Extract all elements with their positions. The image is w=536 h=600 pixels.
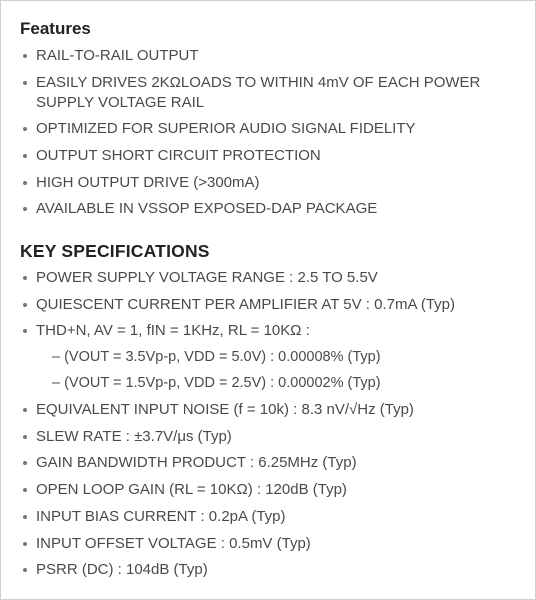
list-item [20,480,455,500]
list-item [20,146,516,166]
bullet-icon [23,81,27,85]
key-specs-heading: KEY SPECIFICATIONS [20,241,210,261]
list-item [20,268,455,288]
bullet-icon [23,435,27,439]
bullet-icon [23,568,27,572]
item-text: EASILY DRIVES 2KΩLOADS TO WITHIN 4mV OF EACH POWER SUPPLY VOLTAGE RAIL [36,73,481,111]
item-text: RAIL-TO-RAIL OUTPUT [36,47,199,64]
list-item [20,453,455,473]
list-item [20,400,455,420]
features-heading: Features [20,19,91,38]
bullet-icon [23,127,27,131]
list-item [20,173,516,193]
item-text: QUIESCENT CURRENT PER AMPLIFIER AT 5V : 0.7mA (Typ) [36,295,455,313]
bullet-icon [23,515,27,519]
bullet-icon [23,207,27,211]
list-item [20,295,455,315]
list-item [20,507,455,527]
bullet-icon [23,276,27,280]
bullet-icon [23,488,27,492]
list-item [20,321,455,393]
item-text: PSRR (DC) : 104dB (Typ) [36,561,208,579]
bullet-icon [23,181,27,185]
item-text: OPTIMIZED FOR SUPERIOR AUDIO SIGNAL FIDELITY [36,120,416,138]
list-item [20,534,455,554]
bullet-icon [23,408,27,412]
bullet-icon [23,303,27,307]
item-text: POWER SUPPLY VOLTAGE RANGE : 2.5 TO 5.5V [36,269,378,286]
item-text: INPUT OFFSET VOLTAGE : 0.5mV (Typ) [36,534,311,552]
list-item [20,46,516,66]
item-text: GAIN BANDWIDTH PRODUCT : 6.25MHz (Typ) [36,454,357,472]
bullet-icon [23,461,27,465]
list-item [20,427,455,447]
thd-sub-item: – (VOUT = 1.5Vp-p, VDD = 2.5V) : 0.00002% (Typ) [52,375,381,392]
item-text: AVAILABLE IN VSSOP EXPOSED-DAP PACKAGE [36,200,378,218]
bullet-icon [23,542,27,546]
bullet-icon [23,329,27,333]
item-text: SLEW RATE : ±3.7V/μs (Typ) [36,427,232,445]
bullet-icon [23,54,27,58]
item-text: OUTPUT SHORT CIRCUIT PROTECTION [36,147,321,165]
item-text: INPUT BIAS CURRENT : 0.2pA (Typ) [36,507,286,525]
list-item [20,199,516,219]
list-item [20,73,516,113]
features-list [20,46,516,226]
item-text: THD+N, AV = 1, fIN = 1KHz, RL = 10KΩ : [36,322,310,340]
key-specs-list [20,268,455,587]
item-text: EQUIVALENT INPUT NOISE (f = 10k) : 8.3 nV/√Hz (Typ) [36,401,414,419]
list-item [20,560,455,580]
list-item [20,119,516,139]
thd-sub-item: – (VOUT = 3.5Vp-p, VDD = 5.0V) : 0.00008% (Typ) [52,349,381,366]
bullet-icon [23,154,27,158]
item-text: HIGH OUTPUT DRIVE (>300mA) [36,173,260,191]
item-text: OPEN LOOP GAIN (RL = 10KΩ) : 120dB (Typ) [36,481,347,499]
